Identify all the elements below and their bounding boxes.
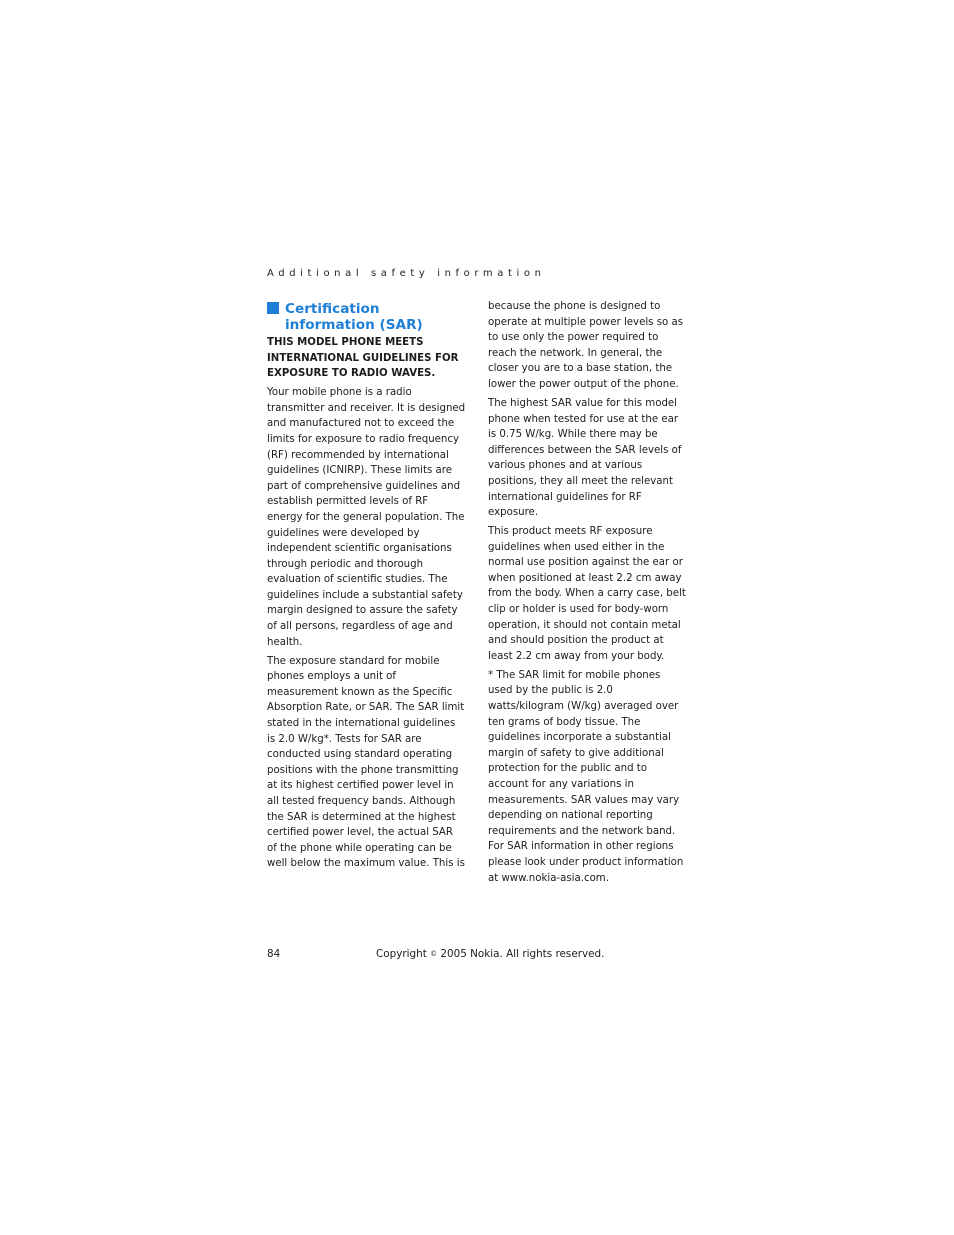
running-head: Additional safety information <box>267 268 546 279</box>
section-heading <box>267 299 466 333</box>
copyright-suffix: 2005 Nokia. All rights reserved. <box>440 948 605 960</box>
left-column <box>267 299 466 875</box>
paragraph-highest-sar: The highest SAR value for this model phone when tested for use at the ear is 0.75 W/kg. While there may be differences between the SAR levels of various phones and at various positions, they all meet the relevant international guidelines for RF exposure. <box>488 397 682 519</box>
paragraph-power-levels: because the phone is designed to operate at multiple power levels so as to use only the power required to reach the network. In general, the closer you are to a base station, the lower the power output of the phone. <box>488 301 684 390</box>
copyright-notice <box>376 948 604 960</box>
paragraph-body-worn: This product meets RF exposure guidelines when used either in the normal use position against the ear or when positioned at least 2.2 cm away from the body. When a carry case, belt clip or holder is used for body-worn operation, it should not contain metal and should position the product at least 2.2 cm away from your body. <box>488 526 686 662</box>
section-heading-title: Certification information (SAR) <box>285 301 423 333</box>
copyright-prefix: Copyright <box>376 948 427 960</box>
page-number: 84 <box>267 948 281 960</box>
paragraph-exposure-standard: The exposure standard for mobile phones employs a unit of measurement known as the Specific Absorption Rate, or SAR. The SAR limit stated in the international guidelines is 2.0 W/kg*. Tests for SAR are conducted using standard operating positions with the phone transmitting at its highest certified power level in all tested frequency bands. Although the SAR is determined at the highest certified power level, the actual SAR of the phone while operating can be well below the maximum value. This is <box>267 655 465 870</box>
lead-statement: THIS MODEL PHONE MEETS INTERNATIONAL GUIDELINES FOR EXPOSURE TO RADIO WAVES. <box>267 337 459 380</box>
heading-square-icon <box>267 302 279 314</box>
paragraph-radio-transmitter: Your mobile phone is a radio transmitter and receiver. It is designed and manufactured not to exceed the limits for exposure to radio frequency (RF) recommended by international guidelines (ICNIRP). These limits are part of comprehensive guidelines and establish permitted levels of RF energy for the general population. The guidelines were developed by independent scientific organisations through periodic and thorough evaluation of scientific studies. The guidelines include a substantial safety margin designed to assure the safety of all persons, regardless of age and health. <box>267 387 466 648</box>
paragraph-sar-footnote: * The SAR limit for mobile phones used by the public is 2.0 watts/kilogram (W/kg) averaged over ten grams of body tissue. The guidelines incorporate a substantial margin of safety to give additional protection for the public and to account for any variations in measurements. SAR values may vary depending on national reporting requirements and the network band. For SAR information in other regions please look under product information at www.nokia-asia.com. <box>488 669 684 884</box>
right-column <box>488 299 687 890</box>
copyright-symbol: © <box>430 950 438 958</box>
